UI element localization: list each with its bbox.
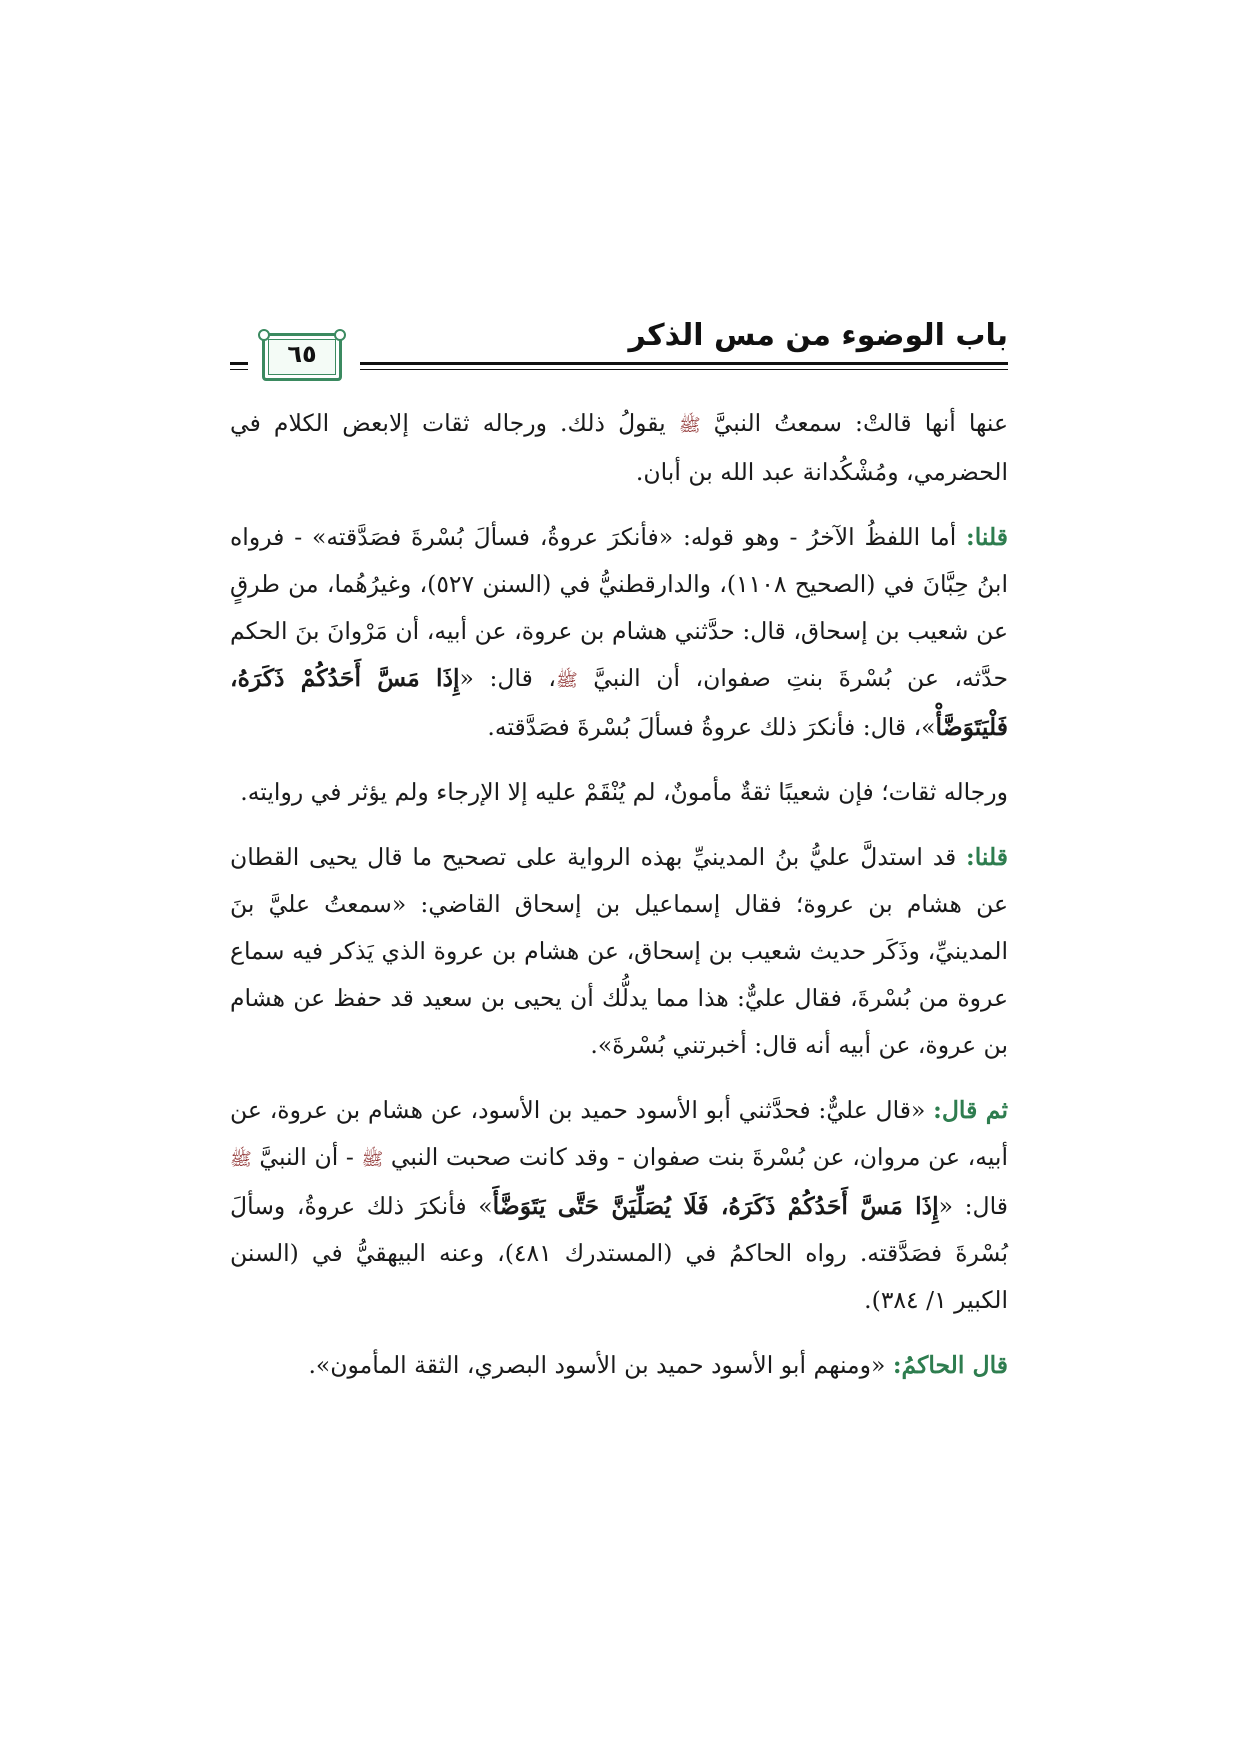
paragraph-6 bbox=[230, 1342, 1008, 1389]
paragraph-5 bbox=[230, 1087, 1008, 1324]
header-rule-left bbox=[230, 362, 248, 370]
text: «ومنهم أبو الأسود حميد بن الأسود البصري، الثقة المأمون». bbox=[308, 1351, 893, 1379]
chapter-title: باب الوضوء من مس الذكر bbox=[628, 318, 1008, 353]
salutation-glyph: ﷺ bbox=[678, 415, 701, 436]
text: »، قال: فأنكرَ ذلك عروةُ فسألَ بُسْرةَ فصَدَّقته. bbox=[487, 713, 936, 741]
section-label: قلنا: bbox=[966, 843, 1008, 871]
salutation-glyph: ﷺ bbox=[230, 1149, 252, 1170]
section-label: ثم قال: bbox=[933, 1096, 1008, 1124]
text: - أن النبيَّ bbox=[251, 1143, 362, 1171]
page-body bbox=[230, 400, 1008, 1407]
text: «قال عليٌّ: فحدَّثني أبو الأسود حميد بن الأسود، عن هشام بن عروة، عن أبيه، عن مروان، عن بُسْرةَ بنت صفوان - وقد كانت صحبت النبي bbox=[230, 1096, 1008, 1171]
section-label: قال الحاكمُ: bbox=[892, 1351, 1008, 1379]
paragraph-1 bbox=[230, 400, 1008, 496]
paragraph-4 bbox=[230, 834, 1008, 1069]
hadith-text: إِذَا مَسَّ أَحَدُكُمْ ذَكَرَهُ، فَلَا يُصَلِّيَنَّ حَتَّى يَتَوَضَّأَ bbox=[492, 1192, 939, 1220]
header-rule bbox=[360, 362, 1008, 370]
page-header bbox=[230, 318, 1008, 378]
page-number-frame bbox=[262, 333, 342, 381]
text: قد استدلَّ عليُّ بنُ المدينيِّ بهذه الرواية على تصحيح ما قال يحيى القطان عن هشام بن عروة؛ فقال إسماعيل بن إسحاق القاضي: «سمعتُ عليَّ بنَ المدينيِّ، وذَكَر حديث شعيب بن إسحاق، عن هشام بن عروة الذي يَذكر فيه سماع عروة من بُسْرةَ، فقال عليٌّ: هذا مما يدلُّك أن يحيى بن سعيد قد حفظ عن هشام بن عروة، عن أبيه أنه قال: أخبرتني بُسْرةَ». bbox=[230, 843, 1008, 1059]
text: قال: « bbox=[938, 1192, 1009, 1220]
paragraph-2 bbox=[230, 514, 1008, 751]
text: عنها أنها قالتْ: سمعتُ النبيَّ bbox=[700, 409, 1008, 437]
paragraph-3 bbox=[230, 769, 1008, 816]
salutation-glyph: ﷺ bbox=[555, 670, 578, 691]
page-number: ٦٥ bbox=[287, 340, 317, 368]
text: ، قال: « bbox=[459, 664, 556, 692]
text: يقولُ ذلك. ورجاله ثقات إلابعض الكلام في الحضرمي، ومُشْكُدانة عبد الله بن أبان. bbox=[230, 409, 1008, 486]
hadith-text: إِذَا مَسَّ أَحَدُكُمْ ذَكَرَهُ، فَلْيَتَوَضَّأْ bbox=[230, 664, 1008, 741]
text: » فأنكرَ ذلك عروةُ، وسألَ بُسْرةَ فصَدَّقته. رواه الحاكمُ في (المستدرك ٤٨١)، وعنه البيهقيُّ في (السنن الكبير ١/ ٣٨٤). bbox=[230, 1192, 1009, 1314]
salutation-glyph: ﷺ bbox=[361, 1149, 384, 1170]
text: أما اللفظُ الآخرُ - وهو قوله: «فأنكرَ عروةُ، فسألَ بُسْرةَ فصَدَّقته» - فرواه ابنُ حِبَّانَ في (الصحيح ١١٠٨)، والدارقطنيُّ في (السنن ٥٢٧)، وغيرُهُما، من طرقٍ عن شعيب بن إسحاق، قال: حدَّثني هشام بن عروة، عن أبيه، أن مَرْوانَ بنَ الحكم حدَّثه، عن بُسْرةَ بنتِ صفوان، أن النبيَّ bbox=[230, 523, 1008, 692]
section-label: قلنا: bbox=[966, 523, 1008, 551]
text: ورجاله ثقات؛ فإن شعيبًا ثقةٌ مأمونٌ، لم يُنْقَمْ عليه إلا الإرجاء ولم يؤثر في روايته. bbox=[240, 778, 1008, 806]
